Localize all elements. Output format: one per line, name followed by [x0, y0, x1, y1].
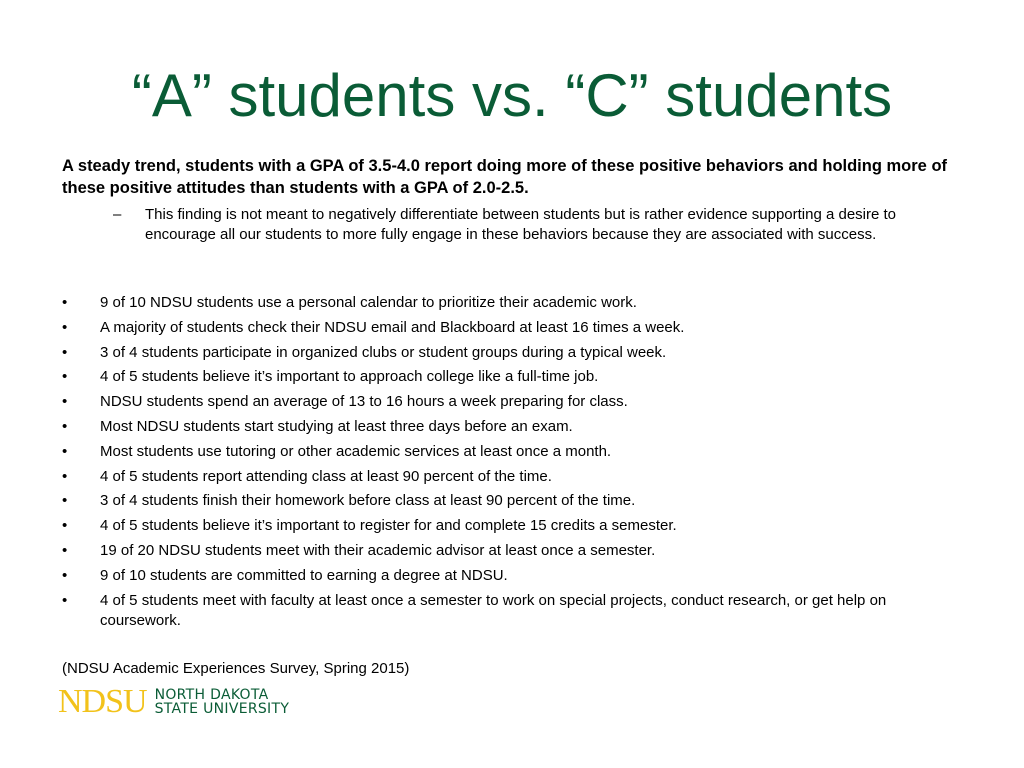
- logo-mark: NDSU: [58, 683, 147, 720]
- logo-line-1: NORTH DAKOTA: [154, 687, 269, 703]
- bullet-item: [62, 591, 942, 631]
- source-citation: (NDSU Academic Experiences Survey, Spring 2015): [62, 660, 410, 677]
- bullet-text: NDSU students spend an average of 13 to 16 hours a week preparing for class.: [100, 393, 628, 411]
- bullet-item: [62, 516, 942, 536]
- bullet-marker: •: [62, 467, 68, 485]
- bullet-text: 19 of 20 NDSU students meet with their academic advisor at least once a semester.: [100, 541, 656, 559]
- bullet-text: A majority of students check their NDSU email and Blackboard at least 16 times a week.: [100, 318, 685, 336]
- bullet-item: [62, 392, 942, 412]
- bullet-text: 3 of 4 students finish their homework before class at least 90 percent of the time.: [100, 492, 636, 510]
- sub-point: [113, 205, 943, 245]
- bullet-item: [62, 293, 942, 313]
- bullet-marker: •: [62, 417, 68, 435]
- slide-title: “A” students vs. “C” students: [131, 62, 893, 129]
- bullet-item: [62, 541, 942, 561]
- bullet-item: [62, 566, 942, 586]
- bullet-text: 9 of 10 NDSU students use a personal calendar to prioritize their academic work.: [100, 294, 637, 311]
- bullet-item: [62, 491, 942, 511]
- bullet-marker: •: [62, 492, 68, 510]
- bullet-item: [62, 318, 942, 338]
- bullet-marker: •: [62, 591, 68, 609]
- bullet-marker: •: [62, 368, 68, 386]
- bullet-item: [62, 442, 942, 462]
- bullet-text: 4 of 5 students meet with faculty at least once a semester to work on special projects, conduct research, or get help on coursework.: [100, 591, 887, 629]
- bullet-marker: •: [62, 294, 68, 311]
- bullet-text: Most students use tutoring or other academic services at least once a month.: [100, 442, 612, 460]
- bullet-marker: •: [62, 541, 68, 559]
- dash-marker: –: [113, 206, 122, 223]
- bullet-text: Most NDSU students start studying at least three days before an exam.: [100, 417, 573, 435]
- bullet-text: 3 of 4 students participate in organized clubs or student groups during a typical week.: [100, 343, 667, 361]
- bullet-text: 4 of 5 students believe it’s important to register for and complete 15 credits a semester.: [100, 517, 677, 535]
- bullet-marker: •: [62, 393, 68, 411]
- bullet-text: 4 of 5 students believe it’s important to approach college like a full-time job.: [100, 368, 599, 386]
- sub-point-text: This finding is not meant to negatively differentiate between students but is rather evidence supporting a desire to encourage all our students to more fully engage in these behaviors because they are associated with success.: [145, 206, 897, 243]
- bullet-item: [62, 343, 942, 363]
- bullet-item: [62, 367, 942, 387]
- bullet-item: [62, 467, 942, 487]
- lead-paragraph: A steady trend, students with a GPA of 3.5-4.0 report doing more of these positive behaviors and holding more of these positive attitudes than students with a GPA of 2.0-2.5.: [62, 157, 948, 197]
- bullet-marker: •: [62, 566, 68, 584]
- logo-line-2: STATE UNIVERSITY: [154, 701, 290, 717]
- bullet-text: 9 of 10 students are committed to earning a degree at NDSU.: [100, 566, 508, 584]
- bullet-list: [62, 293, 942, 635]
- ndsu-logo: [58, 685, 289, 719]
- bullet-marker: •: [62, 343, 68, 361]
- logo-wordmark: [155, 688, 290, 716]
- bullet-marker: •: [62, 517, 68, 535]
- bullet-text: 4 of 5 students report attending class at least 90 percent of the time.: [100, 467, 552, 485]
- bullet-item: [62, 417, 942, 437]
- bullet-marker: •: [62, 318, 68, 336]
- bullet-marker: •: [62, 442, 68, 460]
